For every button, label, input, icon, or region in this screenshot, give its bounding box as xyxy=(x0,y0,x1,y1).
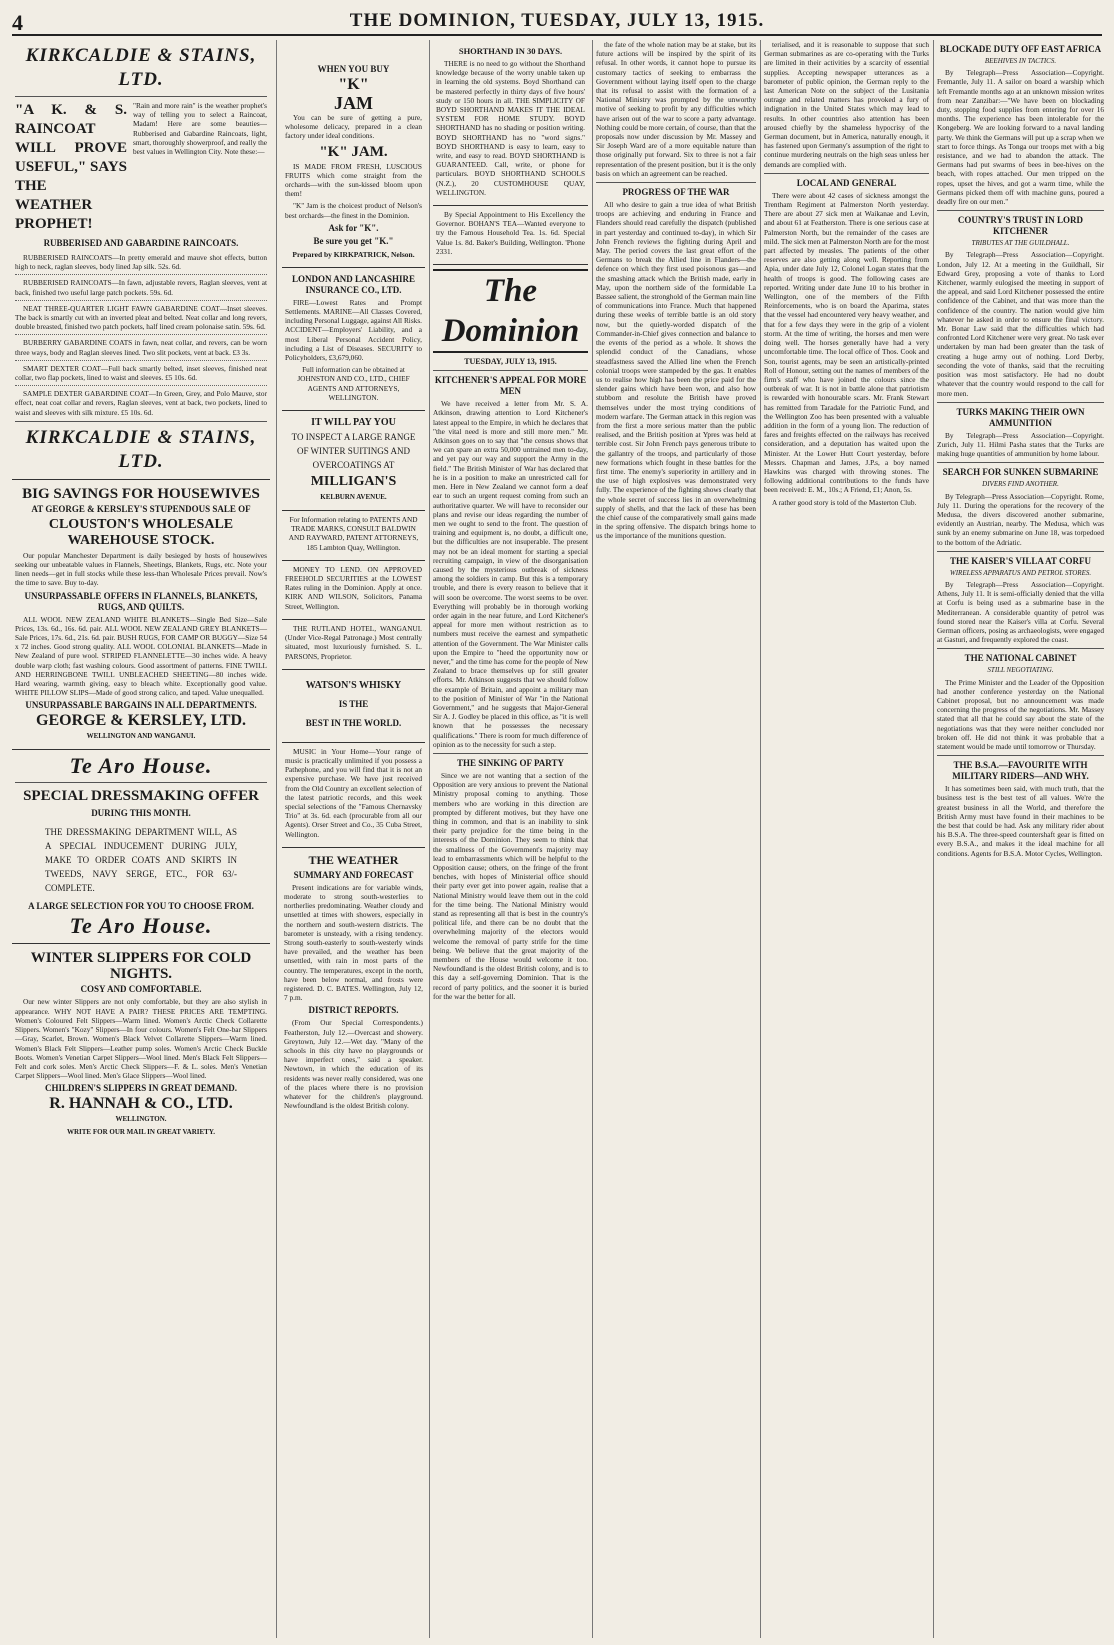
savings-heading: BIG SAVINGS FOR HOUSEWIVES xyxy=(22,485,260,502)
winter-body: Our new winter Slippers are not only comfortable, but they are also stylish in appearance. WHY NOT HAVE A PAIR? THESE PRICES ARE TEMPTING. Women's Coloured Felt Slippers—Warm lined. Women's Arctic Check Collarette Slippers. Women's "Kozy" Slippers—In four colours. Women's Felt One-bar Slippers—Gray, Scarlet, Brown. Women's Black Velvet Collarette Slippers—Warm lined. Women's Black Felt Slippers—Leather pump soles. Women's Arctic Check Buckle Boots. Women's Venetian Carpet Slippers—Wool lined. Men's Black Felt Slippers—Felt and cork soles. Men's Arctic Check Slippers—F. & L. soles. Men's Venetian Carpet Slippers—Wool lined. Men's Glace Slippers—Wool lined. xyxy=(15,997,267,1081)
inspect-line: TO INSPECT A LARGE RANGE OF WINTER SUITINGS AND OVERCOATINGS AT xyxy=(291,432,416,471)
k-jam-body: IS MADE FROM FRESH, LUSCIOUS FRUITS which come straight from the orchards—with the sun-kissed bloom upon them! xyxy=(285,161,422,199)
k-jam-ad xyxy=(282,40,425,268)
cabinet-body: The Prime Minister and the Leader of the Opposition had another conference yesterday on the National Cabinet proposal, but no announcement was made concerning the progress of the negotiations. Mr. Massey stated that all that he could say about the state of the negotiations was that they were neither concluded nor broken off. He did not think it was probable that a statement would be made until tomorrow or Thursday. xyxy=(937,677,1104,751)
patents-body: For Information relating to PATENTS AND TRADE MARKS, CONSULT BALDWIN AND RAYWARD, PATENT ATTORNEYS, 185 Lambton Quay, Wellington. xyxy=(288,515,419,552)
column-1-advertisements xyxy=(12,40,270,1638)
milligans-location: KELBURN AVENUE. xyxy=(320,493,387,502)
cabinet-heading: THE NATIONAL CABINET xyxy=(964,653,1077,664)
column-3 xyxy=(433,40,588,1638)
newspaper-title: THE DOMINION, TUESDAY, JULY 13, 1915. xyxy=(349,10,765,31)
te-aro-house-logo: Te Aro House. xyxy=(69,913,213,939)
blockade-body: By Telegraph—Press Association—Copyright. Fremantle, July 11. A sailor on board a warship which left Fremantle months ago at an unknown mission writes from near Zanzibar:—"We have been on blockading duty, stopping food supplies from entering for over 16 months. The experience has been intolerable for the Kongeberg. We are looking forward to a naval landing party. We think the Germans will put up a scrap when we start to force things. As Tonga our troops met with a big resistance, and we had to abandon the attack. The Germans had put swarms of bees in bee-hives on the beach, with ropes attached. Our men tripped on the ropes, upset the hives, and got a warm time, while the Germans picked them off with machine guns, poured a deadly fire on our men." xyxy=(937,68,1104,207)
kitchener-trust-body: By Telegraph—Press Association—Copyright. London, July 12. At a meeting in the Guildhall, Sir Edward Grey, proposing a vote of thanks to Lord Kitchener, warmly eulogised the meeting in support of the appeal, and said Lord Kitchener possessed the entire confidence of the Cabinet, and that was more than the confidence of the country. The nation would give him whatever he asked in order to ensure the final victory. Mr. Bonar Law said that the difficulties which had confronted Lord Kitchener were very great. No task ever undertaken by man had been greater than the task of creating a huge army out of nothing. Lord Derby, seconding the vote of thanks, said that the recruiting position was most satisfactory. He had no doubt whatever that the country would respond to the call for more men. xyxy=(937,250,1104,398)
kirkcaldie-ad xyxy=(12,40,270,480)
weather-body: Present indications are for variable winds, moderate to strong south-westerlies to northerlies predominating. Weather cloudy and unsettled at times with showers, especially in the northern and south-western districts. The barometer is unsteady, with a rising tendency. Strong south-easterly to south-westerly winds have prevailed, and the weather has been unsettled, with rain in most parts of the country. The temperatures, except in the north, have been below normal, and frosts were registered. D. C. BATES. Wellington, July 12, 7 p.m. xyxy=(284,882,423,1003)
divers-subheading: DIVERS FIND ANOTHER. xyxy=(982,480,1059,489)
milligans-name: MILLIGAN'S xyxy=(310,474,397,490)
column-2-advertisements xyxy=(282,40,425,1638)
sinking-party-heading: THE SINKING OF PARTY xyxy=(457,757,564,768)
raincoat-item: SMART DEXTER COAT—Full back smartly belted, inset sleeves, finished neat collar, two flap pockets, lined to waist and sleeves. £5 10s. 6d. xyxy=(15,363,267,383)
corfu-body: By Telegraph—Press Association—Copyright. Athens, July 11. It is semi-officially denied that the villa at Corfu is being used as a submarine base in the Mediterranean. A considerable quantity of petrol was found stored near the Kaiser's villa at Corfu. Several German officers, posing as archaeologists, were engaged at Gasturi, and frequently explored the coast. xyxy=(937,579,1104,645)
editorial-continued: terialised, and it is reasonable to suppose that such German submarines as are co-operating with the Turks are limited in their activities by a scarcity of essential supplies. Accepting newspaper utterances as a barometer of public opinion, the German reply to the last American Note on the subject of the Lusitania outrage and related matters has provoked a fury of indignation in the United States which may lead to results. In other countries also attention has been aroused chiefly by the shameless hypocrisy of the German document, but in America, naturally enough, it has fastened upon Germany's assumption of the right to continue murdering neutrals on the high seas unless her demands are complied with. xyxy=(764,40,929,169)
rutland-body: THE RUTLAND HOTEL, WANGANUI. (Under Vice-Regal Patronage.) Most centrally situated, most luxuriously furnished. S. L. PARSONS, Proprietor. xyxy=(285,623,422,661)
ask-for-k: Ask for "K". xyxy=(328,222,379,233)
column-rule xyxy=(276,40,277,1638)
music-ad xyxy=(282,743,425,848)
music-body: MUSIC in Your Home—Your range of music is practically unlimited if you possess a Pathephone, and you will find that it is not an expensive purchase. We have just received from the Old Country an excellent selection of the latest patriotic records, and this week special selections of the "Famous Chernavsky Trio" at 3s. 6d. each (procurable from all our Agents). Orser Street and Co., 35 Cuba Street, Wellington. xyxy=(285,746,422,839)
shorthand-ad xyxy=(433,40,588,206)
shorthand-heading: SHORTHAND IN 30 DAYS. xyxy=(458,46,563,56)
raincoat-lead: "A K. & S. RAINCOAT WILL PROVE USEFUL," SAYS THE WEATHER PROPHET! xyxy=(15,102,127,232)
clouston-body: Our popular Manchester Department is daily besieged by hosts of housewives seeking our unbeatable values in Flannels, Sheetings, Blankets, Rugs, etc. Note your linen needs—get in full stocks while these less-than Wholesale Prices prevail. Now's the time to save. Buy to-day. xyxy=(15,550,267,588)
kitchener-trust-heading: COUNTRY'S TRUST IN LORD KITCHENER xyxy=(957,215,1084,237)
turks-body: By Telegraph—Press Association—Copyright. Zurich, July 11. Hilmi Pasha states that the Turks are making huge quantities of ammunition by home labour. xyxy=(937,430,1104,459)
beehives-subheading: BEEHIVES IN TACTICS. xyxy=(984,57,1057,65)
special-dressmaking-heading: SPECIAL DRESSMAKING OFFER xyxy=(23,788,259,805)
raincoat-item: SAMPLE DEXTER GABARDINE COAT—In Green, Grey, and Polo Mauve, stor effect, neat coat collar and revers, Raglan sleeves, vent at back, two pockets, lined to waist and sleeves with silk mixture. £5 10s. 6d. xyxy=(15,389,267,417)
flannels-body: ALL WOOL NEW ZEALAND WHITE BLANKETS—Single Bed Size—Sale Prices, 13s. 6d., 16s. 6d. pair. ALL WOOL NEW ZEALAND GREY BLANKETS—Sale Prices, 17s. 6d., 21s. 6d. pair. BUSH RUGS, FOR CAMP OR BUGGY—Size 54 x 72 inches. Good strong quality. ALL WOOL COLONIAL BLANKETS—Made in New Zealand of pure wool. STRIPED FLANNELETTE—30 inches wide. A heavy double warp cloth; fast washing colours. Good assortment of patterns. FINE TWILL AND HERRINGBONE TWILL UNBLEACHED SHEETING—80 inches wide. Hard wearing, warmth giving, easy to bleach white. Exceptionally good value. WHITE PILLOW SLIPS—Made of good strong calico, and taped. Value unequalled. xyxy=(15,614,267,698)
newspaper-nameplate: The Dominion xyxy=(433,269,588,353)
column-rule xyxy=(592,40,593,1638)
local-general-extra: A rather good story is told of the Masterton Club. xyxy=(772,497,917,507)
george-kersley-location: WELLINGTON AND WANGANUI. xyxy=(86,732,196,741)
editorial-continued: the fate of the whole nation may be at stake, but its future actions will be inspired by the spirit of its refusal. In other words, it cannot hope to pursue its customary tactics of seeking to embarrass the Government without laying itself open to the charge that its refusal to assist with the formation of a National Ministry was prompted by the unworthy motive of seeking to profit by any difficulties which have arisen out of the war to score a party advantage. Nothing could be more certain, of course, than that the proposals now under discussion by Mr. Massey and Sir Joseph Ward are of a more equitable nature than those originally put forward. Six to three is not a fair representation of the present position, but it is the only basis on which an agreement can be reached. xyxy=(596,40,756,178)
k-label: "K" xyxy=(338,76,369,93)
pay-you: IT WILL PAY YOU xyxy=(311,417,396,429)
turks-heading: TURKS MAKING THEIR OWN AMMUNITION xyxy=(956,406,1085,428)
local-general-heading: LOCAL AND GENERAL xyxy=(796,177,897,188)
choicest-line: "K" Jam is the choicest product of Nelson's best orchards—the finest in the Dominion. xyxy=(285,201,422,220)
raincoat-item: NEAT THREE-QUARTER LIGHT FAWN GABARDINE COAT—Inset sleeves. The back is smartly cut with an inverted pleat and belted. Neat collar and long revers, double breasted, finished two patch pockets, half lined cream polonaise satin. 59s. 6d. xyxy=(15,303,267,332)
kitchener-body: We have received a letter from Mr. S. A. Atkinson, drawing attention to Lord Kitchener's latest appeal to the Empire, in which he declares that "the vital need is more and still more men." Mr. Atkinson goes on to say that "the census shows that we can spare an extra 50,000 untrained men to-day, and yet pay our way and support the Army in the field." The British Minister of War has declared that he is in a position to make an unrestricted call for men. Here in New Zealand we cannot form a deaf ear to such an urgent request coming from such an authoritative quarter. We will have to reconsider our plans and revise our ideas regarding the number of men we ought to send to the front. The question of training and equipment is, no doubt, a difficult one, but the difficulties are not insuperable. The present may not be an ideal moment for starting a special recruiting campaign, in view of the disorganisation caused by the mysterious outbreak of sickness among the soldiers in camp. But this is a temporary trouble, and there is every reason to believe that it will soon be overcome. The worst seems to be over. Everything will probably be in thorough working order again in the near future, and Lord Kitchener's appeal for more men without restriction as to numbers must receive the earnest and sympathetic attention of the Government. The War Minister calls upon the Empire to "heed the opportunity now or never," and the time has come for the people of New Zealand to brace themselves up for still greater efforts. Mr. Atkinson suggests that we should follow the example of Britain, and appoint a military man to the position of Minister of War "in the National Government," and he suggests that Major-General Sir A. J. Godley be placed in this office, as "it is well known that he possesses the necessary qualifications." There is room for much difference of opinion as to the necessity for such a step. xyxy=(433,399,588,749)
raincoat-item: RUBBERISED RAINCOATS—In pretty emerald and mauve shot effects, button high to neck, raglan sleeves, body lined Jap silk. 52s. 6d. xyxy=(15,253,267,272)
progress-war-body: All who desire to gain a true idea of what British troops are achieving and enduring in France and Flanders should read carefully the dispatch (published in part yesterday and continued to-day), in which Sir John French reviews the fighting during April and May. The period covers the last great effort of the Germans to break the Allied line in Flanders—the defence on which they first used poisonous gas—and the smashing attack which the British made, early in May, upon the northern side of the formidable La Bassee salient, the stronghold of the German main line of communications into France. Much that happened during these weeks of terrible battle is an old story now, but the quietly-worded dispatch of the Commander-in-Chief gives connection and balance to the events of the period as a whole. It shows the splendid conduct of the Canadians, whose steadfastness saved the Allied line when the French colonial troops were stampeded by the gas. It enables us to realise how high has been the price paid for the slender gains which have been won, and also how stubborn and resolute the British have proved themselves under the most trying conditions of modern warfare. The German attack in this region was from the first a more serious matter than the public realised, and the British position at Ypres was held at terrible cost. Sir John French pays generous tribute to the gallantry of the troops, and particularly of those new formations which fought in these battles for the first time. The enemy's superiority in artillery and in the use of high explosives was demonstrated very fully. The experience of the fighting shows clearly that the whole secret of success lies in an overwhelming supply of shells, and that the lack of these has been the chief cause of the comparatively small gains made in the spring offensive. The dispatch brings home to us the importance of the munitions question. xyxy=(596,200,756,541)
london-heading: LONDON AND LANCASHIRE INSURANCE CO., LTD. xyxy=(291,273,416,295)
jam-label: JAM xyxy=(334,93,373,113)
kitchener-heading: KITCHENER'S APPEAL FOR MORE MEN xyxy=(434,375,587,397)
negotiating-subheading: STILL NEGOTIATING. xyxy=(987,666,1054,675)
savings-at: AT GEORGE & KERSLEY'S STUPENDOUS SALE OF xyxy=(31,503,251,514)
london-body: FIRE—Lowest Rates and Prompt Settlements. MARINE—All Classes Covered, including Personal Luggage, against All Risks. ACCIDENT—Employers' Liability, and a most Liberal Personal Accident Policy, including a List of Diseases. SECURITY to Policyholders, £3,679,060. xyxy=(285,297,422,363)
submarine-body: By Telegraph—Press Association—Copyright. Rome, July 11. During the operations for the recovery of the Medusa, the divers discovered another submarine, evidently an Austrian, nearby. The Medusa, which was sunk by an enemy submarine on June 18, was torpedoed to the bottom of the Adriatic. xyxy=(937,491,1104,547)
winter-subheading: COSY AND COMFORTABLE. xyxy=(80,984,202,995)
masthead xyxy=(12,8,1102,36)
weather-heading: THE WEATHER xyxy=(308,852,399,867)
watsons-best: BEST IN THE WORLD. xyxy=(305,717,402,728)
corfu-heading: THE KAISER'S VILLA AT CORFU xyxy=(949,555,1092,566)
kirkcaldie-footer: KIRKCALDIE & STAINS, LTD. xyxy=(25,426,257,472)
sinking-party-body: Since we are not wanting that a section of the Opposition are very anxious to prevent the National Ministry proposal coming to anything. Those members who are working in this direction are prompted by different motives, but they have one thing in common, and that is an inability to sink their party prejudice for the time being in the interests of the Dominion. They seem to think that the smallness of the Government's majority may lead to embarrassments which will be helpful to the Opposition cause; others, on the fringe of the front benches, with hopes of Ministerial office should their party ever get into power again, realise that a National Ministry would leave them out in the cold for the time being. The National Ministry would stand as representing all that is best in the country's political life, and there can be no doubt that the overwhelming majority of the electors would welcome the removal of party strife for the time being. We believe that the great majority of the members of the House would welcome it too. Newfoundland is the oldest British colony, and is to this day a self-governing Dominion. That is the record of party politics, and the sooner it is buried for the war the better for all. xyxy=(433,770,588,1001)
hannah-name: R. HANNAH & CO., LTD. xyxy=(49,1095,233,1113)
column-4 xyxy=(596,40,756,1638)
k-jam-heading: "K" JAM. xyxy=(319,143,388,160)
hannah-location: WELLINGTON. xyxy=(115,1115,167,1124)
london-footer: Full information can be obtained at JOHNSTON AND CO., LTD., CHIEF AGENTS AND ATTORNEYS, WELLINGTON. xyxy=(297,365,410,402)
children-slippers: CHILDREN'S SLIPPERS IN GREAT DEMAND. xyxy=(45,1083,237,1094)
te-aro-house-ad xyxy=(12,750,270,944)
submarine-heading: SEARCH FOR SUNKEN SUBMARINE xyxy=(942,467,1099,478)
district-body: (From Our Special Correspondents.) Featherston, July 12.—Overcast and showery. Greytown, July 12.—Wet day. "Many of the schools in this city have no playgrounds or have imperfect ones," said a speaker. Newtown, in which the education of its residents was never really considered, was one of the places where there is no provision whatever for the children's playground. Newfoundland is the oldest British colony. xyxy=(284,1018,423,1111)
be-sure-k: Be sure you get "K." xyxy=(313,235,394,246)
flannels-heading: UNSURPASSABLE OFFERS IN FLANNELS, BLANKETS, RUGS, AND QUILTS. xyxy=(24,590,258,612)
blockade-heading: BLOCKADE DUTY OFF EAST AFRICA xyxy=(939,44,1102,54)
watsons-name: WATSON'S WHISKY xyxy=(305,679,402,691)
bargains-line: UNSURPASSABLE BARGAINS IN ALL DEPARTMENTS. xyxy=(25,700,257,711)
raincoat-intro: "Rain and more rain" is the weather prophet's way of telling you to select a Raincoat, Madam! Here are some beauties—Rubberised and Gabardine Raincoats, light, smart, thoroughly showerproof, and really the best values in Wellington City. Note these:— xyxy=(133,101,267,157)
london-lancashire-ad xyxy=(282,268,425,411)
milligans-ad xyxy=(282,411,425,511)
rutland-ad xyxy=(282,620,425,670)
tea-ad xyxy=(433,206,588,265)
column-5 xyxy=(764,40,929,1638)
jam-body: You can be sure of getting a pure, wholesome delicacy, prepared in a clean factory under ideal conditions. xyxy=(285,113,422,141)
wireless-subheading: WIRELESS APPARATUS AND PETROL STORES. xyxy=(949,568,1092,577)
watsons-is: IS THE xyxy=(338,698,369,709)
prepared-by: Prepared by KIRKPATRICK, Nelson. xyxy=(292,249,415,259)
winter-slippers-heading: WINTER SLIPPERS FOR COLD NIGHTS. xyxy=(30,950,252,983)
watsons-ad xyxy=(282,670,425,743)
te-aro-house-logo: Te Aro House. xyxy=(69,753,213,779)
george-kersley-ad xyxy=(12,480,270,751)
page-number: 4 xyxy=(12,10,23,35)
dressmaking-body: THE DRESSMAKING DEPARTMENT WILL, AS A SPECIAL INDUCEMENT DURING JULY, MAKE TO ORDER COATS AND SKIRTS IN TWEEDS, NAVY SERGE, ETC., FOR 63/- COMPLETE. xyxy=(45,827,237,894)
kirkcaldie-heading: KIRKCALDIE & STAINS, LTD. xyxy=(25,45,257,90)
weather-subheading: SUMMARY AND FORECAST xyxy=(293,869,414,880)
guildhall-subheading: TRIBUTES AT THE GUILDHALL. xyxy=(971,239,1070,248)
raincoat-item: RUBBERISED RAINCOATS—In fawn, adjustable revers, Raglan sleeves, vent at back, finished two useful large patch pockets. 59s. 6d. xyxy=(15,278,267,297)
raincoat-item: BURBERRY GABARDINE COATS in fawn, neat collar, and revers, can be worn three ways, body and Raglan sleeves lined. Two slit pockets, vent at back. £3 3s. xyxy=(15,338,267,357)
patents-ad xyxy=(282,511,425,561)
progress-war-heading: PROGRESS OF THE WAR xyxy=(622,187,730,198)
bsa-body: It has sometimes been said, with much truth, that the business test is the best test of all values. We're the greatest business in all the World, and therefore the British Army must have found in their machines to be the best that could be had. Ask any military rider about his B.S.A. The three-speed countershaft gear is fitted on every B.S.A., and makes it the ideal machine for all conditions. Agents for B.S.A. Motor Cycles, Wellington. xyxy=(937,784,1104,858)
column-rule xyxy=(429,40,430,1638)
tea-body: By Special Appointment to His Excellency the Governor. BOHAN'S TEA—Wanted everyone to try the Famous Household Tea. 1s. 6d. Special Value 1s. 8d. Baker's Building, Wellington. 'Phone 2331. xyxy=(436,210,585,256)
editorial-date: TUESDAY, JULY 13, 1915. xyxy=(464,357,557,367)
bsa-heading: THE B.S.A.—FAVOURITE WITH MILITARY RIDERS—AND WHY. xyxy=(952,760,1089,782)
district-reports: DISTRICT REPORTS. xyxy=(308,1005,399,1016)
clouston-heading: CLOUSTON'S WHOLESALE WAREHOUSE STOCK. xyxy=(48,516,234,548)
column-rule xyxy=(760,40,761,1638)
column-6-cables xyxy=(937,40,1104,1638)
when-you-buy: WHEN YOU BUY xyxy=(317,64,390,74)
hannah-ad xyxy=(12,944,270,1145)
during-month: DURING THIS MONTH. xyxy=(91,808,191,819)
raincoat-section-heading: RUBBERISED AND GABARDINE RAINCOATS. xyxy=(43,238,239,248)
selection-line: A LARGE SELECTION FOR YOU TO CHOOSE FROM. xyxy=(28,901,254,912)
local-general-body: There were about 42 cases of sickness amongst the Trentham Regiment at Palmerston North yesterday. There are about 27 sick men at Waikanae and Levin, and about 61 at Featherston. There is one serious case at Palmerston North, but the remainder of the cases are mild. The sick men at Palmerston North are for the most part affected by measles. The patients of the other reserves are also getting along well. Reporting from Apia, under date July 12, Colonel Logan states that the health of troops is good. The following cases are reported. Writing under date June 10 to his brother in Wellington, one of the members of the Fifth Reinforcements, who is on board the Aparima, states that the vessel had encountered very heavy weather, and that for a few days they were in the grip of a violent storm. At the time of writing, the horses and men were doing well. The horses generally have had a very uncomfortable time. The local office of Thos. Cook and Son, tourist agents, may be seen an artistically-printed Roll of Honour, setting out the names of members of the firm's staff who have joined the colours since the outbreak of war. It is not in battle alone that patriotism is rewarded with honourable scars. Mr. Frank Stewart has remitted from Taradale for the Patriotic Fund, and the Wellington Zoo has been presented with a valuable addition in the form of a young lion. The reduction of fares and freights effected on the railways has received consideration, and a deputation has waited upon the Minister. At the Lower Hutt Court yesterday, before Messrs. Chapman and James, J.P.s, a boy named Hawkins was charged with throwing stones. The following additional contributions to the funds have been received: E. M., 10s.; A Friend, £1; Anon, 5s. xyxy=(764,190,929,495)
george-kersley-name: GEORGE & KERSLEY, LTD. xyxy=(36,712,246,730)
mail-order-line: WRITE FOR OUR MAIL IN GREAT VARIETY. xyxy=(66,1128,215,1137)
shorthand-body: THERE is no need to go without the Shorthand knowledge because of the worry unable taken up in learning the old systems. Boyd Shorthand can be mastered perfectly in thirty days of five hours' study or 150 hours in all. THE SIMPLICITY OF BOYD SHORTHAND MAKES IT THE IDEAL SYSTEM FOR HOME STUDY. BOYD SHORTHAND has no shading or position writing. BOYD SHORTHAND has no "word signs." BOYD SHORTHAND is easy to learn, easy to write, and easy to read. BOYD SHORTHAND is GUARANTEED. Call, write, or phone for particulars. BOYD SHORTHAND SCHOOLS (N.Z.), 20 CUSTOMHOUSE QUAY, WELLINGTON. xyxy=(436,59,585,197)
weather-article xyxy=(282,848,425,1116)
column-rule xyxy=(933,40,934,1638)
money-body: MONEY TO LEND. ON APPROVED FREEHOLD SECURITIES at the LOWEST Rates ruling in the Dominion. Apply at once. KIRK AND WILSON, Solicitors, Panama Street, Wellington. xyxy=(285,564,422,611)
money-ad xyxy=(282,561,425,620)
